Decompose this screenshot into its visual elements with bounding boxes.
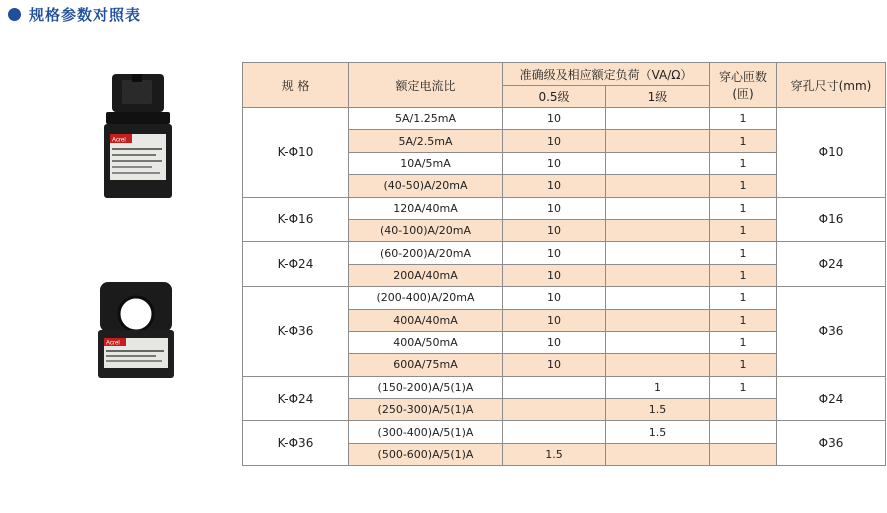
acc05-cell: 10 — [503, 354, 606, 376]
turns-cell: 1 — [710, 130, 777, 152]
turns-cell — [710, 443, 777, 465]
turns-cell: 1 — [710, 354, 777, 376]
turns-cell: 1 — [710, 331, 777, 353]
ratio-cell: 200A/40mA — [349, 264, 503, 286]
table-row — [243, 376, 886, 398]
ratio-cell: 400A/50mA — [349, 331, 503, 353]
model-cell: K-Φ24 — [243, 242, 349, 287]
turns-cell: 1 — [710, 219, 777, 241]
ratio-cell: 5A/1.25mA — [349, 108, 503, 130]
turns-cell: 1 — [710, 242, 777, 264]
ratio-cell: (150-200)A/5(1)A — [349, 376, 503, 398]
model-cell: K-Φ36 — [243, 287, 349, 377]
section-header — [8, 4, 141, 25]
turns-cell: 1 — [710, 152, 777, 174]
acc05-cell: 10 — [503, 108, 606, 130]
model-cell: K-Φ16 — [243, 197, 349, 242]
turns-cell: 1 — [710, 309, 777, 331]
acc1-cell — [606, 152, 710, 174]
hole-cell: Φ10 — [777, 108, 886, 198]
ratio-cell: 120A/40mA — [349, 197, 503, 219]
acc05-cell — [503, 399, 606, 421]
ratio-cell: (500-600)A/5(1)A — [349, 443, 503, 465]
acc1-cell — [606, 175, 710, 197]
header-hole: 穿孔尺寸(mm) — [777, 63, 886, 108]
acc05-cell: 10 — [503, 309, 606, 331]
acc05-cell: 10 — [503, 287, 606, 309]
section-title: 规格参数对照表 — [29, 6, 142, 24]
ratio-cell: (300-400)A/5(1)A — [349, 421, 503, 443]
acc05-cell: 10 — [503, 130, 606, 152]
brand-logo-text: Acrel — [112, 137, 126, 144]
acc1-cell — [606, 108, 710, 130]
turns-cell — [710, 421, 777, 443]
ratio-cell: (40-100)A/20mA — [349, 219, 503, 241]
header-accuracy: 准确级及相应额定负荷（VA/Ω） — [503, 63, 710, 86]
acc1-cell: 1 — [606, 376, 710, 398]
turns-cell: 1 — [710, 197, 777, 219]
table-row — [243, 421, 886, 443]
acc1-cell — [606, 443, 710, 465]
hole-cell: Φ24 — [777, 376, 886, 421]
ratio-cell: (250-300)A/5(1)A — [349, 399, 503, 421]
header-ratio: 额定电流比 — [349, 63, 503, 108]
turns-cell: 1 — [710, 175, 777, 197]
turns-cell — [710, 399, 777, 421]
ratio-cell: 5A/2.5mA — [349, 130, 503, 152]
ct-product-image-small — [98, 72, 176, 200]
hole-cell: Φ24 — [777, 242, 886, 287]
acc05-cell: 10 — [503, 242, 606, 264]
model-cell: K-Φ10 — [243, 108, 349, 198]
acc05-cell: 1.5 — [503, 443, 606, 465]
acc1-cell: 1.5 — [606, 421, 710, 443]
acc1-cell — [606, 354, 710, 376]
acc05-cell: 10 — [503, 152, 606, 174]
acc05-cell: 10 — [503, 219, 606, 241]
acc05-cell: 10 — [503, 331, 606, 353]
header-turns: 穿心匝数(匝) — [710, 63, 777, 108]
turns-cell: 1 — [710, 376, 777, 398]
acc05-cell — [503, 421, 606, 443]
ratio-cell: (200-400)A/20mA — [349, 287, 503, 309]
ct-product-image-large — [96, 280, 176, 380]
ratio-cell: 10A/5mA — [349, 152, 503, 174]
ratio-cell: (40-50)A/20mA — [349, 175, 503, 197]
acc05-cell — [503, 376, 606, 398]
acc1-cell — [606, 219, 710, 241]
acc1-cell — [606, 130, 710, 152]
acc05-cell: 10 — [503, 264, 606, 286]
table-row — [243, 242, 886, 264]
model-cell: K-Φ24 — [243, 376, 349, 421]
acc05-cell: 10 — [503, 175, 606, 197]
hole-cell: Φ36 — [777, 287, 886, 377]
header-acc-1: 1级 — [606, 86, 710, 108]
table-row — [243, 287, 886, 309]
turns-cell: 1 — [710, 264, 777, 286]
table-row — [243, 197, 886, 219]
acc1-cell — [606, 242, 710, 264]
turns-cell: 1 — [710, 108, 777, 130]
brand-logo-text: Acrel — [106, 340, 120, 347]
acc1-cell — [606, 331, 710, 353]
header-acc-05: 0.5级 — [503, 86, 606, 108]
bullet-dot-icon — [8, 8, 21, 21]
acc1-cell — [606, 287, 710, 309]
ratio-cell: 600A/75mA — [349, 354, 503, 376]
acc05-cell: 10 — [503, 197, 606, 219]
header-model: 规 格 — [243, 63, 349, 108]
model-cell: K-Φ36 — [243, 421, 349, 466]
hole-cell: Φ16 — [777, 197, 886, 242]
acc1-cell — [606, 197, 710, 219]
acc1-cell: 1.5 — [606, 399, 710, 421]
acc1-cell — [606, 309, 710, 331]
acc1-cell — [606, 264, 710, 286]
table-row — [243, 108, 886, 130]
ratio-cell: 400A/40mA — [349, 309, 503, 331]
ratio-cell: (60-200)A/20mA — [349, 242, 503, 264]
turns-cell: 1 — [710, 287, 777, 309]
spec-table — [242, 62, 886, 466]
hole-cell: Φ36 — [777, 421, 886, 466]
